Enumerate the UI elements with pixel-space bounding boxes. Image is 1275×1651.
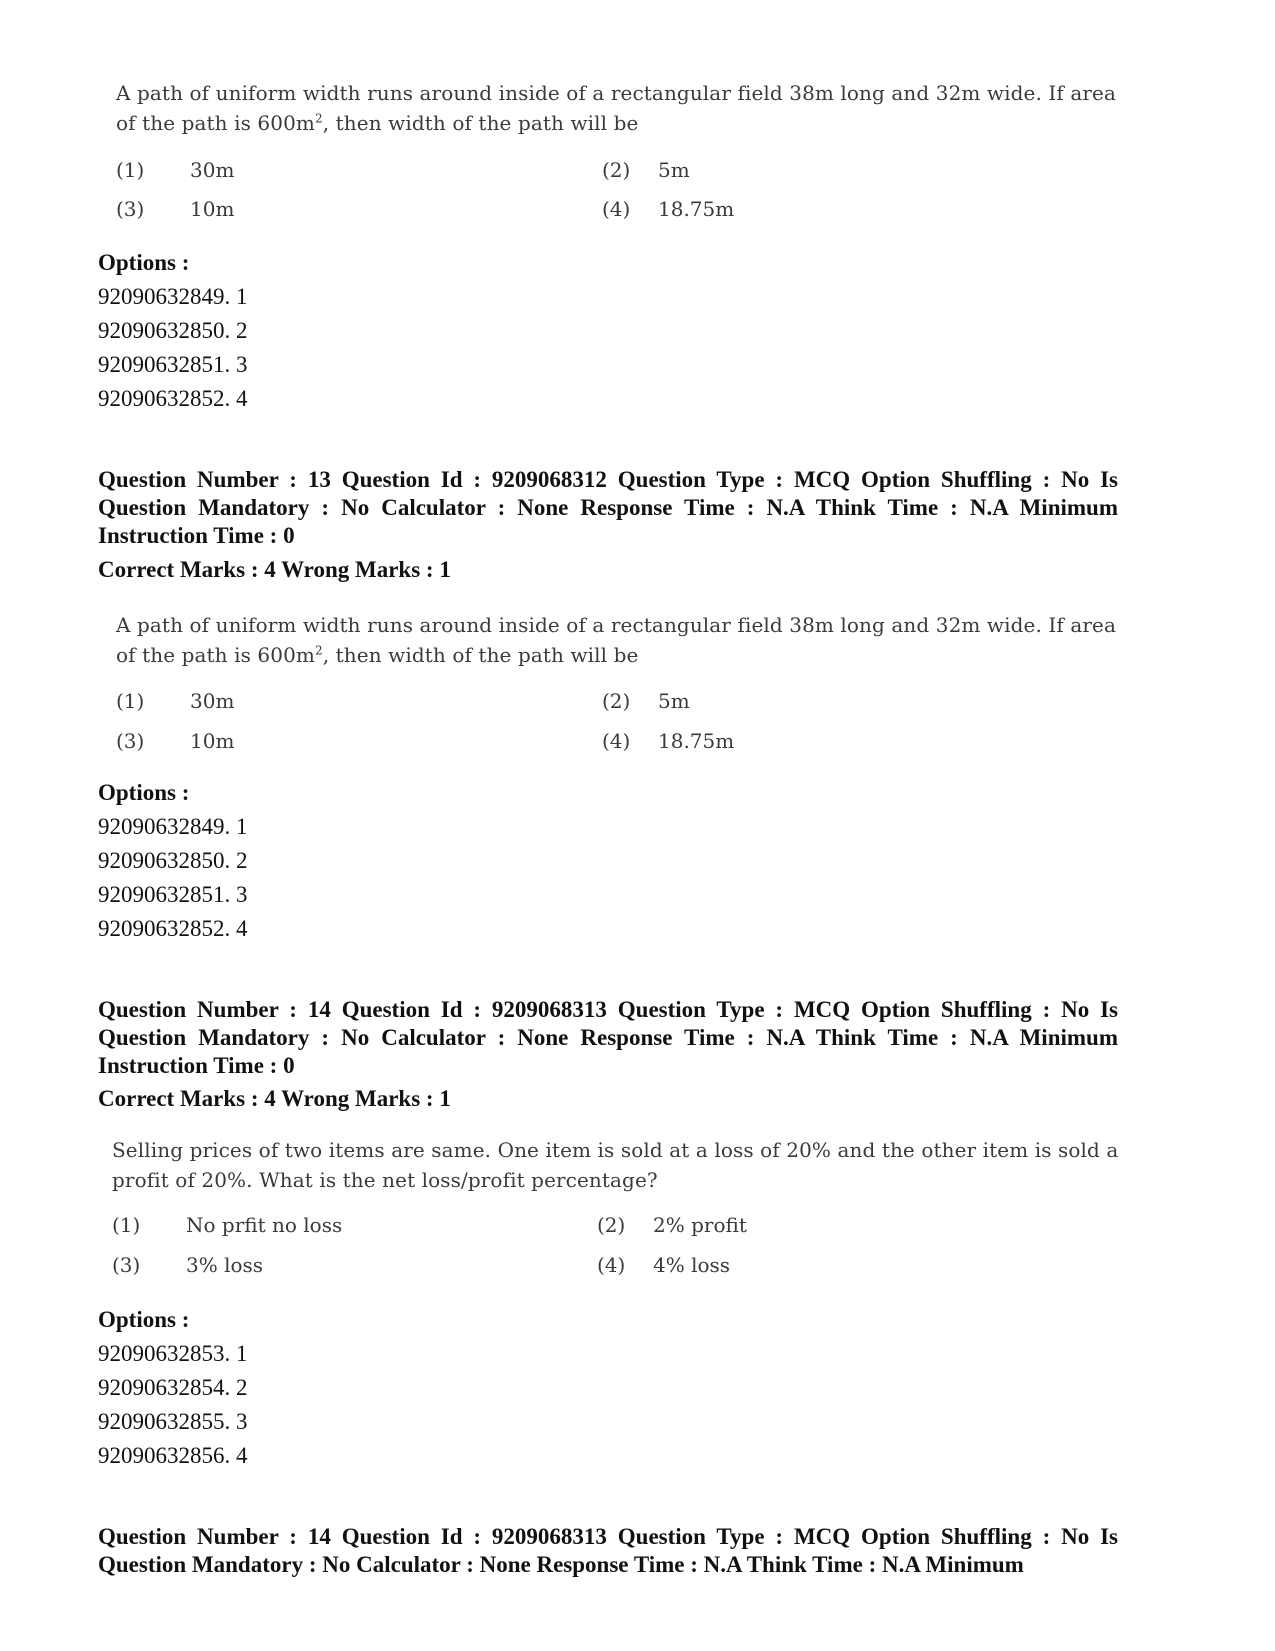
choice-value: 5m (658, 158, 690, 182)
choice-number: (2) (597, 1213, 626, 1237)
choice-number: (1) (116, 689, 145, 713)
option-id: 92090632849. 1 (98, 284, 248, 309)
question-13-text-main: A path of uniform width runs around inside of a rectangular field 38m long and 32m wide. If area of the path is 600m (116, 613, 1116, 667)
choice-value: 5m (658, 689, 690, 713)
choice-value: 2% profit (653, 1213, 747, 1237)
question-14-meta: Question Number : 14 Question Id : 9209068313 Question Type : MCQ Option Shuffling : No Is Question Mandatory : No Calculator : None Response Time : N.A Think Time : N.A Minimum Instruction Time : 0 (98, 997, 1118, 1078)
choice-number: (4) (597, 1253, 626, 1277)
choice-number: (4) (602, 197, 631, 221)
question-13-superscript: 2 (314, 643, 323, 658)
choice-value: 18.75m (658, 197, 735, 221)
option-id: 92090632851. 3 (98, 882, 248, 907)
choice-number: (2) (602, 158, 631, 182)
choice-number: (3) (116, 729, 145, 753)
choice-number: (2) (602, 689, 631, 713)
question-13-meta: Question Number : 13 Question Id : 9209068312 Question Type : MCQ Option Shuffling : No Is Question Mandatory : No Calculator : None Response Time : N.A Think Time : N.A Minimum Instruction Time : 0 (98, 467, 1118, 548)
choice-number: (3) (112, 1253, 141, 1277)
option-id: 92090632852. 4 (98, 386, 248, 411)
question-14-marks: Correct Marks : 4 Wrong Marks : 1 (98, 1086, 451, 1111)
choice-value: 4% loss (653, 1253, 731, 1277)
question-14-repeat-meta: Question Number : 14 Question Id : 9209068313 Question Type : MCQ Option Shuffling : No Is Question Mandatory : No Calculator : None Response Time : N.A Think Time : N.A Minimum (98, 1524, 1118, 1577)
options-heading: Options : (98, 780, 190, 805)
choice-number: (1) (116, 158, 145, 182)
choice-value: 30m (190, 158, 235, 182)
option-id: 92090632856. 4 (98, 1443, 248, 1468)
choice-number: (4) (602, 729, 631, 753)
question-13-text (116, 610, 1136, 670)
question-12-text (116, 78, 1136, 138)
choice-value: No prfit no loss (186, 1213, 343, 1237)
choice-value: 10m (190, 197, 235, 221)
option-id: 92090632851. 3 (98, 352, 248, 377)
question-14-text: Selling prices of two items are same. One item is sold at a loss of 20% and the other item is sold a profit of 20%. What is the net loss/profit percentage? (112, 1138, 1119, 1192)
question-12-superscript: 2 (314, 111, 323, 126)
option-id: 92090632853. 1 (98, 1341, 248, 1366)
choice-value: 18.75m (658, 729, 735, 753)
option-id: 92090632849. 1 (98, 814, 248, 839)
choice-number: (1) (112, 1213, 141, 1237)
question-13-text-end: , then width of the path will be (322, 643, 639, 667)
options-heading: Options : (98, 250, 190, 275)
option-id: 92090632854. 2 (98, 1375, 248, 1400)
choice-value: 3% loss (186, 1253, 264, 1277)
question-12-text-end: , then width of the path will be (322, 111, 639, 135)
option-id: 92090632855. 3 (98, 1409, 248, 1434)
question-12-text-main: A path of uniform width runs around inside of a rectangular field 38m long and 32m wide. If area of the path is 600m (116, 81, 1116, 135)
option-id: 92090632850. 2 (98, 848, 248, 873)
choice-number: (3) (116, 197, 145, 221)
option-id: 92090632850. 2 (98, 318, 248, 343)
question-13-marks: Correct Marks : 4 Wrong Marks : 1 (98, 557, 451, 582)
option-id: 92090632852. 4 (98, 916, 248, 941)
choice-value: 10m (190, 729, 235, 753)
options-heading: Options : (98, 1307, 190, 1332)
choice-value: 30m (190, 689, 235, 713)
